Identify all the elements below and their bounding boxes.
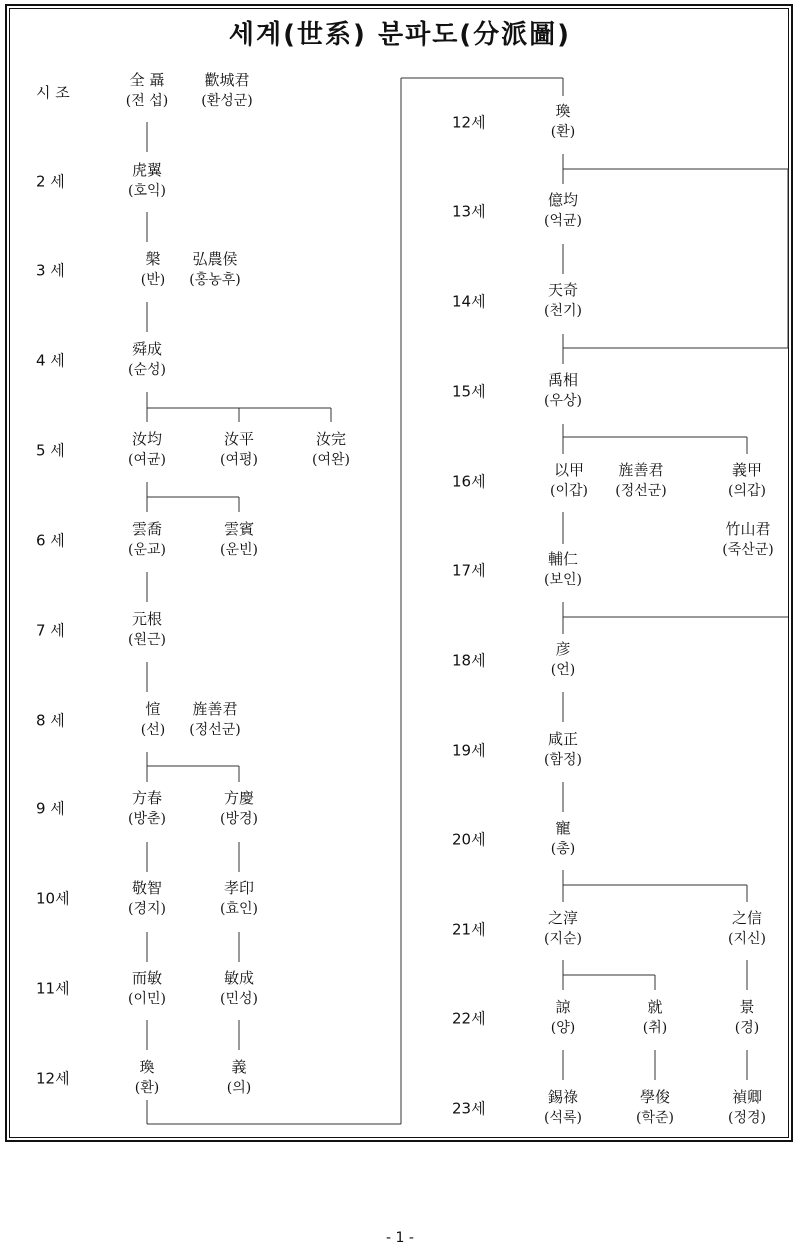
korean-name: (함정): [544, 752, 582, 768]
hanja-name: 諒: [555, 998, 571, 1016]
korean-name: (선): [140, 722, 166, 738]
korean-name: (운교): [128, 542, 166, 558]
korean-name: (학준): [636, 1110, 674, 1126]
korean-name: (환성군): [201, 93, 253, 109]
hanja-name: 槃: [145, 250, 161, 268]
hanja-name: 愃: [145, 700, 161, 718]
person-node: [533, 908, 593, 950]
generation-label: 13세: [452, 202, 486, 221]
person-node: [538, 460, 600, 502]
hanja-name: 景: [739, 998, 755, 1016]
person-node: [533, 190, 593, 232]
generation-label: 8 세: [36, 711, 65, 730]
generation-label: 10세: [36, 889, 70, 908]
person-node: [625, 997, 685, 1039]
hanja-name: 輔仁: [547, 550, 578, 568]
korean-name: (총): [550, 841, 576, 857]
korean-name: (환): [550, 124, 576, 140]
hanja-name: 之信: [731, 909, 762, 927]
hanja-name: 方春: [131, 789, 162, 807]
hanja-name: 雲賓: [223, 520, 254, 538]
korean-name: (지신): [728, 931, 766, 947]
person-node: [117, 429, 177, 471]
person-node: [117, 878, 177, 920]
korean-name: (보인): [544, 572, 582, 588]
person-node: [209, 878, 269, 920]
korean-name: (양): [550, 1020, 576, 1036]
korean-name: (방경): [220, 811, 258, 827]
person-node: [712, 1087, 782, 1129]
korean-name: (이민): [128, 991, 166, 1007]
hanja-name: 旌善君: [618, 461, 664, 479]
person-node: [117, 519, 177, 561]
person-node: [620, 1087, 690, 1129]
korean-name: (석록): [544, 1110, 582, 1126]
korean-name: (의): [226, 1080, 252, 1096]
korean-name: (반): [140, 272, 166, 288]
korean-name: (의갑): [728, 483, 766, 499]
hanja-name: 瑍: [555, 102, 571, 120]
person-node: [533, 729, 593, 771]
generation-label: 21세: [452, 920, 486, 939]
hanja-name: 以甲: [553, 461, 584, 479]
hanja-name: 寵: [555, 819, 571, 837]
korean-name: (경지): [128, 901, 166, 917]
person-node: [533, 818, 593, 860]
korean-name: (여균): [128, 452, 166, 468]
hanja-name: 義: [231, 1058, 247, 1076]
hanja-name: 億均: [547, 191, 578, 209]
generation-label: 11세: [36, 979, 70, 998]
hanja-name: 學俊: [639, 1088, 670, 1106]
person-node: [717, 908, 777, 950]
korean-name: (정선군): [189, 722, 241, 738]
korean-name: (효인): [220, 901, 258, 917]
person-node: [717, 460, 777, 502]
hanja-name: 虎翼: [131, 161, 162, 179]
person-node: [533, 101, 593, 143]
generation-label: 12세: [452, 113, 486, 132]
hanja-name: 全 聶: [129, 71, 165, 89]
korean-name: (우상): [544, 393, 582, 409]
generation-label: 19세: [452, 741, 486, 760]
hanja-name: 雲喬: [131, 520, 162, 538]
person-node: [209, 519, 269, 561]
hanja-name: 汝平: [223, 430, 254, 448]
generation-label: 20세: [452, 830, 486, 849]
hanja-name: 旌善君: [192, 700, 238, 718]
korean-name: (홍농후): [189, 272, 241, 288]
person-node: [533, 280, 593, 322]
hanja-name: 而敏: [131, 969, 162, 987]
person-node: [117, 339, 177, 381]
hanja-name: 之淳: [547, 909, 578, 927]
page-number: - 1 -: [386, 1230, 414, 1246]
hanja-name: 孝印: [223, 879, 254, 897]
person-node: [209, 1057, 269, 1099]
korean-name: (민성): [220, 991, 258, 1007]
hanja-name: 天奇: [547, 281, 578, 299]
person-node: [130, 249, 176, 291]
generation-label: 9 세: [36, 799, 65, 818]
generation-label: 23세: [452, 1099, 486, 1118]
hanja-name: 汝均: [131, 430, 162, 448]
hanja-name: 汝完: [315, 430, 346, 448]
korean-name: (호익): [128, 183, 166, 199]
hanja-name: 弘農侯: [192, 250, 238, 268]
person-node: [533, 997, 593, 1039]
generation-label: 2 세: [36, 172, 65, 191]
generation-label: 7 세: [36, 621, 65, 640]
person-node: [533, 639, 593, 681]
hanja-name: 竹山君: [725, 520, 771, 538]
korean-name: (취): [642, 1020, 668, 1036]
hanja-name: 禹相: [547, 371, 578, 389]
person-node: [117, 968, 177, 1010]
person-node: [533, 549, 593, 591]
hanja-name: 瑍: [139, 1058, 155, 1076]
generation-label: 5 세: [36, 441, 65, 460]
generation-label: 12세: [36, 1069, 70, 1088]
korean-name: (억균): [544, 213, 582, 229]
hanja-name: 元根: [131, 610, 162, 628]
person-node: [528, 1087, 598, 1129]
person-node: [209, 788, 269, 830]
korean-name: (지순): [544, 931, 582, 947]
person-node: [176, 699, 254, 741]
korean-name: (천기): [544, 303, 582, 319]
generation-label: 3 세: [36, 261, 65, 280]
korean-name: (정경): [728, 1110, 766, 1126]
korean-name: (여평): [220, 452, 258, 468]
person-node: [209, 429, 269, 471]
generation-label: 18세: [452, 651, 486, 670]
korean-name: (환): [134, 1080, 160, 1096]
generation-label: 4 세: [36, 351, 65, 370]
korean-name: (경): [734, 1020, 760, 1036]
generation-label: 시 조: [36, 83, 70, 102]
hanja-name: 敬智: [131, 879, 162, 897]
hanja-name: 咸正: [547, 730, 578, 748]
person-node: [533, 370, 593, 412]
generation-label: 6 세: [36, 531, 65, 550]
hanja-name: 舜成: [131, 340, 162, 358]
korean-name: (전 섭): [125, 93, 169, 109]
korean-name: (방춘): [128, 811, 166, 827]
korean-name: (정선군): [615, 483, 667, 499]
person-node: [130, 699, 176, 741]
person-node: [301, 429, 361, 471]
korean-name: (죽산군): [722, 542, 774, 558]
hanja-name: 義甲: [731, 461, 762, 479]
generation-label: 14세: [452, 292, 486, 311]
hanja-name: 歡城君: [204, 71, 250, 89]
korean-name: (여완): [312, 452, 350, 468]
korean-name: (이갑): [550, 483, 588, 499]
generation-label: 22세: [452, 1009, 486, 1028]
korean-name: (언): [550, 662, 576, 678]
korean-name: (운빈): [220, 542, 258, 558]
person-node: [209, 968, 269, 1010]
generation-label: 15세: [452, 382, 486, 401]
person-node: [717, 997, 777, 1039]
hanja-name: 就: [647, 998, 663, 1016]
person-node: [117, 609, 177, 651]
person-node: [602, 460, 680, 502]
person-node: [117, 788, 177, 830]
korean-name: (원근): [128, 632, 166, 648]
person-node: [176, 249, 254, 291]
hanja-name: 敏成: [223, 969, 254, 987]
hanja-name: 方慶: [223, 789, 254, 807]
person-node: [708, 519, 788, 561]
hanja-name: 彦: [555, 640, 571, 658]
generation-label: 16세: [452, 472, 486, 491]
person-node: [117, 1057, 177, 1099]
generation-label: 17세: [452, 561, 486, 580]
hanja-name: 錫祿: [547, 1088, 578, 1106]
person-node: [188, 70, 266, 112]
person-node: [117, 160, 177, 202]
hanja-name: 禎卿: [731, 1088, 762, 1106]
page-title: 세계(世系) 분파도(分派圖): [228, 20, 572, 50]
korean-name: (순성): [128, 362, 166, 378]
person-node: [116, 70, 178, 112]
